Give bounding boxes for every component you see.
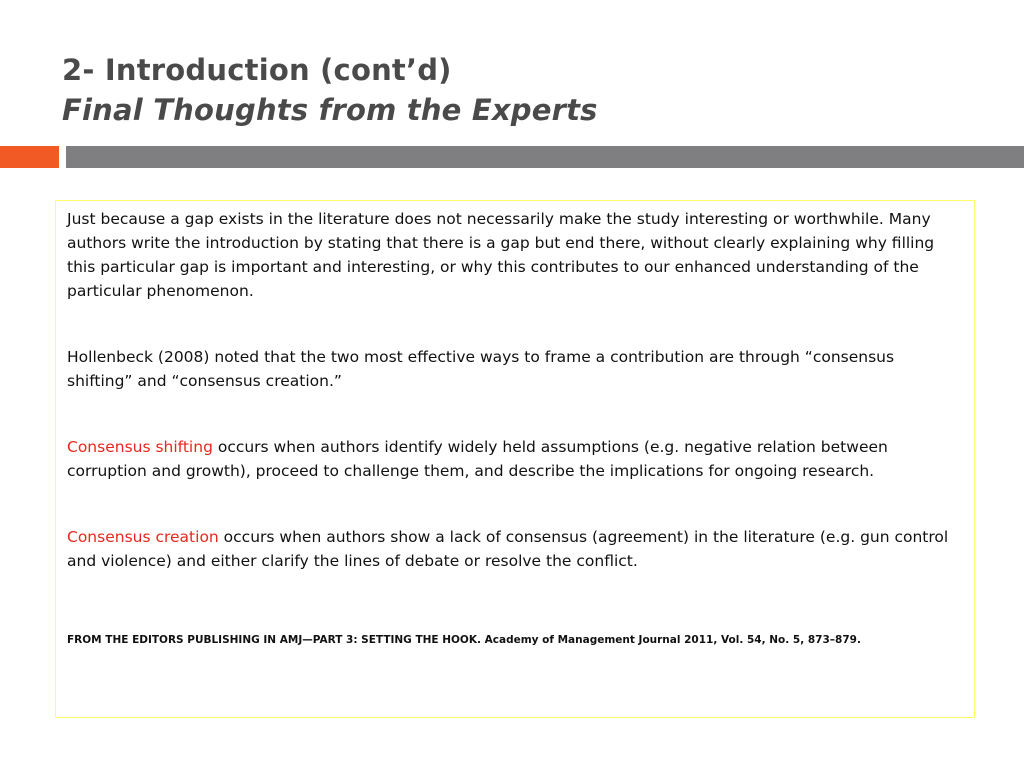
- title-rule-accent: [0, 146, 59, 168]
- consensus-shifting-definition: occurs when authors identify widely held assumptions (e.g. negative relation between corruption and growth), proceed to challenge them, and describe the implications for ongoing research.: [67, 438, 888, 480]
- content-box: [55, 200, 975, 718]
- term-consensus-creation: Consensus creation: [67, 528, 219, 546]
- consensus-creation-definition: occurs when authors show a lack of consensus (agreement) in the literature (e.g. gun control and violence) and either clarify the lines of debate or resolve the conflict.: [67, 528, 949, 570]
- title-rule: [66, 146, 1024, 168]
- term-consensus-shifting: Consensus shifting: [67, 438, 213, 456]
- paragraph-gap: Just because a gap exists in the literature does not necessarily make the study interesting or worthwhile. Many authors write the introduction by stating that there is a gap but end there, without clearly explaining why filling this particular gap is important and interesting, or why this contributes to our enhanced understanding of the particular phenomenon.: [67, 210, 935, 300]
- slide-title: [62, 50, 1002, 130]
- paragraph-consensus-shifting: [67, 435, 964, 483]
- title-line-2: Final Thoughts from the Experts: [62, 93, 598, 127]
- title-line-1: 2- Introduction (cont’d): [62, 53, 452, 87]
- paragraph-consensus-creation: [67, 525, 964, 573]
- paragraph-hollenbeck: Hollenbeck (2008) noted that the two most effective ways to frame a contribution are through “consensus shifting” and “consensus creation.”: [67, 348, 895, 390]
- citation: FROM THE EDITORS PUBLISHING IN AMJ—PART 3: SETTING THE HOOK. Academy of Management Journal 2011, Vol. 54, No. 5, 873–879.: [67, 634, 861, 646]
